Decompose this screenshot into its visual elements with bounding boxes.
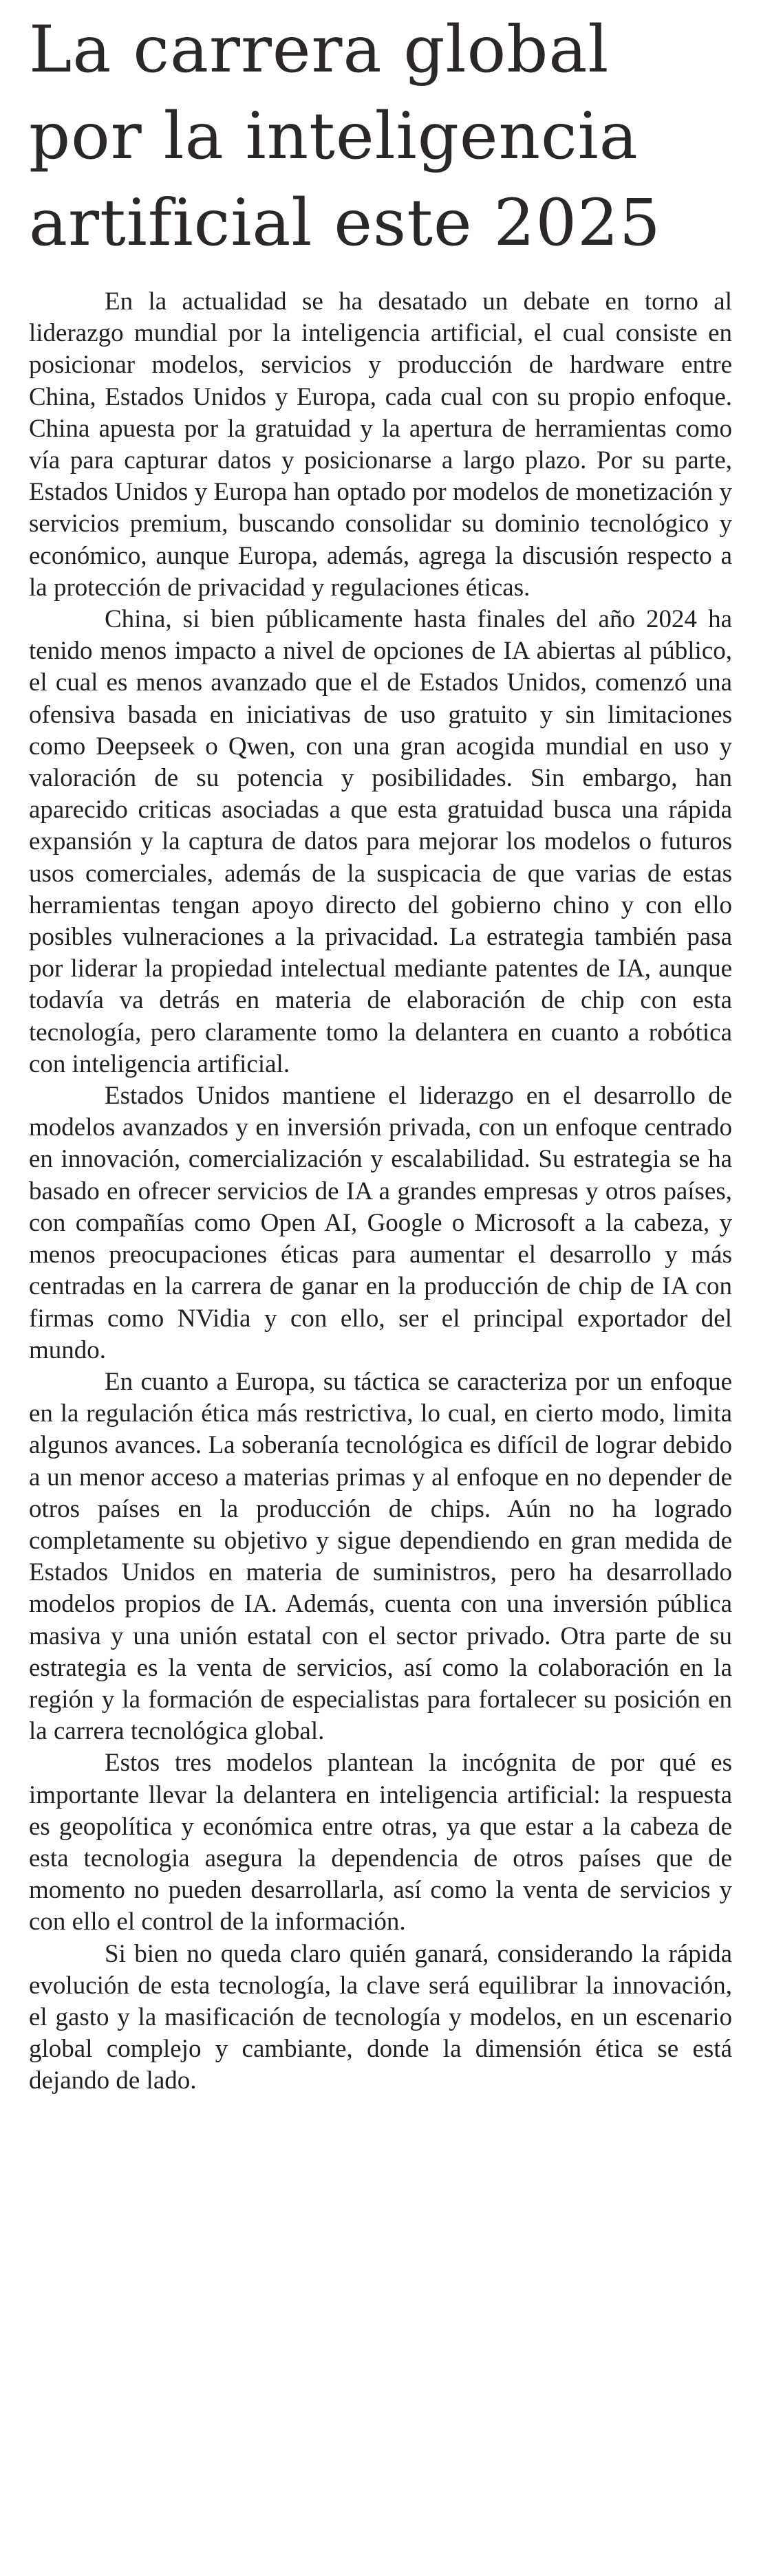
paragraph: En cuanto a Europa, su táctica se caracteriza por un enfoque en la regulación ética más restrictiva, lo cual, en cierto modo, limita algunos avances. La soberanía tecnológica es difícil de lograr debido a un menor acceso a materias primas y al enfoque en no depender de otros países en la producción de chips. Aún no ha logrado completamente su objetivo y sigue dependiendo en gran medida de Estados Unidos en materia de suministros, pero ha desarrollado modelos propios de IA. Además, cuenta con una inversión pública masiva y una unión estatal con el sector privado. Otra parte de su estrategia es la venta de servicios, así como la colaboración en la región y la formación de especialistas para fortalecer su posición en la carrera tecnológica global. [29, 1367, 732, 1746]
paragraph: Estados Unidos mantiene el liderazgo en el desarrollo de modelos avanzados y en inversión privada, con un enfoque centrado en innovación, comercialización y escalabilidad. Su estrategia se ha basado en ofrecer servicios de IA a grandes empresas y otros países, con compañías como Open AI, Google o Microsoft a la cabeza, y menos preocupaciones éticas para aumentar el desarrollo y más centradas en la carrera de ganar en la producción de chip de IA con firmas como NVidia y con ello, ser el principal exportador del mundo. [29, 1082, 732, 1364]
article-body [29, 286, 732, 2097]
article [29, 7, 732, 2097]
paragraph: China, si bien públicamente hasta finales del año 2024 ha tenido menos impacto a nivel de opciones de IA abiertas al público, el cual es menos avanzado que el de Estados Unidos, comenzó una ofensiva basada en iniciativas de uso gratuito y sin limitaciones como Deepseek o Qwen, con una gran acogida mundial en uso y valoración de su potencia y posibilidades. Sin embargo, han aparecido criticas asociadas a que esta gratuidad busca una rápida expansión y la captura de datos para mejorar los modelos o futuros usos comerciales, además de la suspicacia de que varias de estas herramientas tengan apoyo directo del gobierno chino y con ello posibles vulneraciones a la privacidad. La estrategia también pasa por liderar la propiedad intelectual mediante patentes de IA, aunque todavía va detrás en materia de elaboración de chip con esta tecnología, pero claramente tomo la delantera en cuanto a robótica con inteligencia artificial. [29, 605, 732, 1078]
paragraph: Si bien no queda claro quién ganará, considerando la rápida evolución de esta tecnología, la clave será equilibrar la innovación, el gasto y la masificación de tecnología y modelos, en un escenario global complejo y cambiante, donde la dimensión ética se está dejando de lado. [29, 1939, 732, 2095]
paragraph: Estos tres modelos plantean la incógnita de por qué es importante llevar la delantera en inteligencia artificial: la respuesta es geopolítica y económica entre otras, ya que estar a la cabeza de esta tecnologia asegura la dependencia de otros países que de momento no pueden desarrollarla, así como la venta de servicios y con ello el control de la información. [29, 1749, 732, 1936]
article-title: La carrera global por la inteligencia artificial este 2025 [29, 12, 661, 261]
paragraph: En la actualidad se ha desatado un debate en torno al liderazgo mundial por la inteligencia artificial, el cual consiste en posicionar modelos, servicios y producción de hardware entre China, Estados Unidos y Europa, cada cual con su propio enfoque. China apuesta por la gratuidad y la apertura de herramientas como vía para capturar datos y posicionarse a largo plazo. Por su parte, Estados Unidos y Europa han optado por modelos de monetización y servicios premium, buscando consolidar su dominio tecnológico y económico, aunque Europa, además, agrega la discusión respecto a la protección de privacidad y regulaciones éticas. [29, 287, 732, 602]
